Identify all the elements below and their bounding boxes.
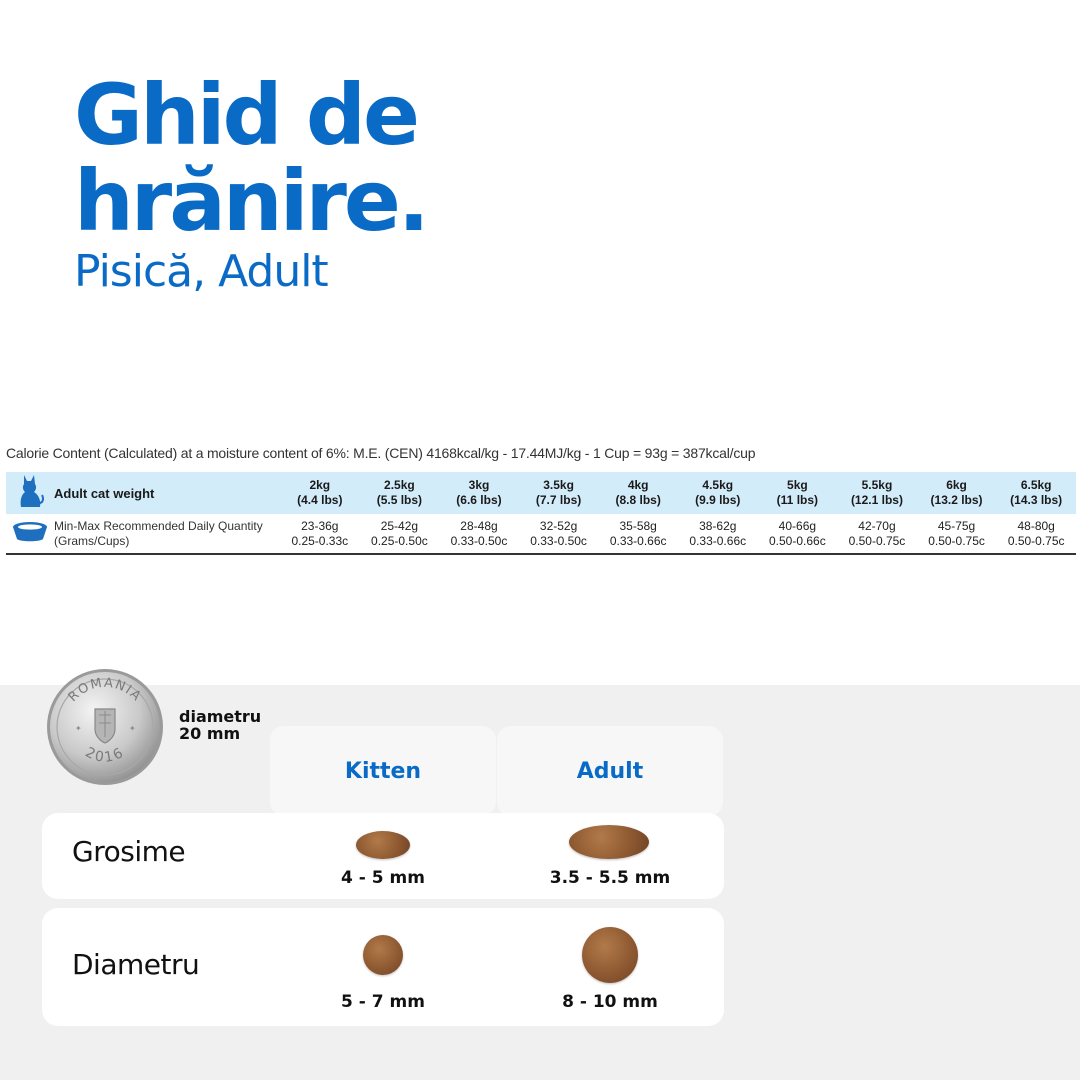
- weight-kg: 2kg: [309, 478, 331, 492]
- quantity-cups: 0.50-0.75c: [928, 533, 985, 548]
- coin-year-text: 2016: [82, 744, 128, 766]
- quantity-grams: 23-36g: [301, 518, 339, 533]
- weight-kg: 3kg: [468, 478, 490, 492]
- quantity-grams: 48-80g: [1017, 518, 1055, 533]
- coin-image: [45, 667, 165, 787]
- kitten-thickness-value: 4 - 5 mm: [341, 868, 425, 888]
- coin-label-line-2: 20 mm: [179, 724, 241, 743]
- weight-lbs: (14.3 lbs): [1010, 493, 1063, 507]
- weight-lbs: (8.8 lbs): [615, 493, 661, 507]
- kitten-kibble-top-icon: [363, 935, 403, 975]
- quantity-grams: 40-66g: [778, 518, 817, 533]
- cat-icon: [6, 472, 54, 514]
- column-header-adult: Adult: [497, 726, 723, 816]
- quantity-label-line-1: Min-Max Recommended Daily Quantity: [54, 518, 263, 533]
- weight-row-label: Adult cat weight: [54, 485, 155, 501]
- quantity-cell: [598, 514, 678, 554]
- svg-text:✦: ✦: [129, 724, 136, 733]
- row-label-diametru: Diametru: [72, 948, 200, 981]
- weight-lbs: (6.6 lbs): [456, 493, 502, 507]
- weight-kg: 4.5kg: [702, 478, 734, 492]
- quantity-cups: 0.33-0.66c: [689, 533, 747, 548]
- coin-diameter-label: [179, 708, 261, 742]
- weight-cell: [996, 472, 1076, 514]
- quantity-cell: [837, 514, 917, 554]
- weight-lbs: (7.7 lbs): [535, 493, 582, 507]
- quantity-label-line-2: (Grams/Cups): [54, 533, 130, 548]
- quantity-cell: [360, 514, 440, 554]
- page-title-line-2: hrănire.: [74, 152, 427, 250]
- quantity-cell: [758, 514, 838, 554]
- row-grosime: [42, 813, 724, 899]
- adult-thickness-value: 3.5 - 5.5 mm: [549, 868, 671, 888]
- quantity-cups: 0.25-0.33c: [291, 533, 349, 548]
- weight-lbs: (9.9 lbs): [695, 493, 741, 507]
- weight-kg: 2.5kg: [384, 478, 415, 492]
- quantity-cups: 0.50-0.75c: [1007, 533, 1065, 548]
- svg-text:✦: ✦: [75, 724, 82, 733]
- weight-lbs: (13.2 lbs): [930, 493, 983, 507]
- quantity-row-label: [54, 514, 280, 554]
- weight-kg: 4kg: [627, 478, 649, 492]
- weight-lbs: (11 lbs): [776, 493, 819, 507]
- quantity-cell: [996, 514, 1076, 554]
- weight-lbs: (4.4 lbs): [297, 493, 343, 507]
- weight-kg: 6.5kg: [1020, 478, 1052, 492]
- weight-lbs: (5.5 lbs): [376, 493, 423, 507]
- feeding-table: [6, 472, 1076, 555]
- weight-kg: 5.5kg: [861, 478, 893, 492]
- weight-lbs: (12.1 lbs): [850, 493, 903, 507]
- quantity-grams: 42-70g: [858, 518, 896, 533]
- coin-country-text: ROMANIA: [65, 675, 145, 705]
- weight-cell: [837, 472, 917, 514]
- quantity-cups: 0.50-0.66c: [769, 533, 826, 548]
- weight-cell: [598, 472, 678, 514]
- quantity-row: [6, 514, 1076, 554]
- weight-cell: [360, 472, 440, 514]
- quantity-grams: 25-42g: [380, 518, 419, 533]
- page-title-line-1: Ghid de: [74, 66, 418, 164]
- food-bowl-icon: [6, 514, 54, 554]
- adult-kibble-top-icon: [582, 927, 638, 983]
- title-block: [74, 66, 427, 298]
- quantity-cups: 0.33-0.50c: [530, 533, 587, 548]
- quantity-cell: [678, 514, 758, 554]
- adult-kibble-side-icon: [569, 825, 649, 859]
- weight-cell: [519, 472, 599, 514]
- quantity-grams: 38-62g: [699, 518, 737, 533]
- weight-kg: 3.5kg: [543, 478, 574, 492]
- quantity-cell: [280, 514, 360, 554]
- quantity-cups: 0.33-0.50c: [450, 533, 508, 548]
- quantity-cups: 0.50-0.75c: [848, 533, 906, 548]
- weight-cell: [917, 472, 997, 514]
- weight-kg: 5kg: [787, 478, 808, 492]
- weight-row: [6, 472, 1076, 514]
- kitten-kibble-side-icon: [356, 831, 410, 859]
- coin-label-line-1: diametru: [179, 707, 262, 726]
- quantity-cell: [519, 514, 599, 554]
- quantity-cups: 0.33-0.66c: [609, 533, 667, 548]
- adult-diameter-value: 8 - 10 mm: [562, 992, 658, 1012]
- weight-cell: [758, 472, 838, 514]
- row-diametru: [42, 908, 724, 1026]
- page-subtitle: Pisică, Adult: [74, 246, 328, 297]
- quantity-cell: [917, 514, 997, 554]
- weight-cell: [439, 472, 519, 514]
- column-header-kitten: Kitten: [270, 726, 496, 816]
- quantity-grams: 45-75g: [937, 518, 976, 533]
- quantity-grams: 32-52g: [539, 518, 578, 533]
- quantity-cell: [439, 514, 519, 554]
- weight-kg: 6kg: [946, 478, 967, 492]
- row-label-grosime: Grosime: [72, 835, 186, 868]
- weight-cell: [678, 472, 758, 514]
- quantity-grams: 28-48g: [460, 518, 498, 533]
- calorie-note: Calorie Content (Calculated) at a moisture content of 6%: M.E. (CEN) 4168kcal/kg - 17.44MJ/kg - 1 Cup = 93g = 387kcal/cup: [6, 445, 756, 461]
- kitten-diameter-value: 5 - 7 mm: [341, 992, 425, 1012]
- quantity-cups: 0.25-0.50c: [371, 533, 428, 548]
- quantity-grams: 35-58g: [619, 518, 657, 533]
- weight-cell: [280, 472, 360, 514]
